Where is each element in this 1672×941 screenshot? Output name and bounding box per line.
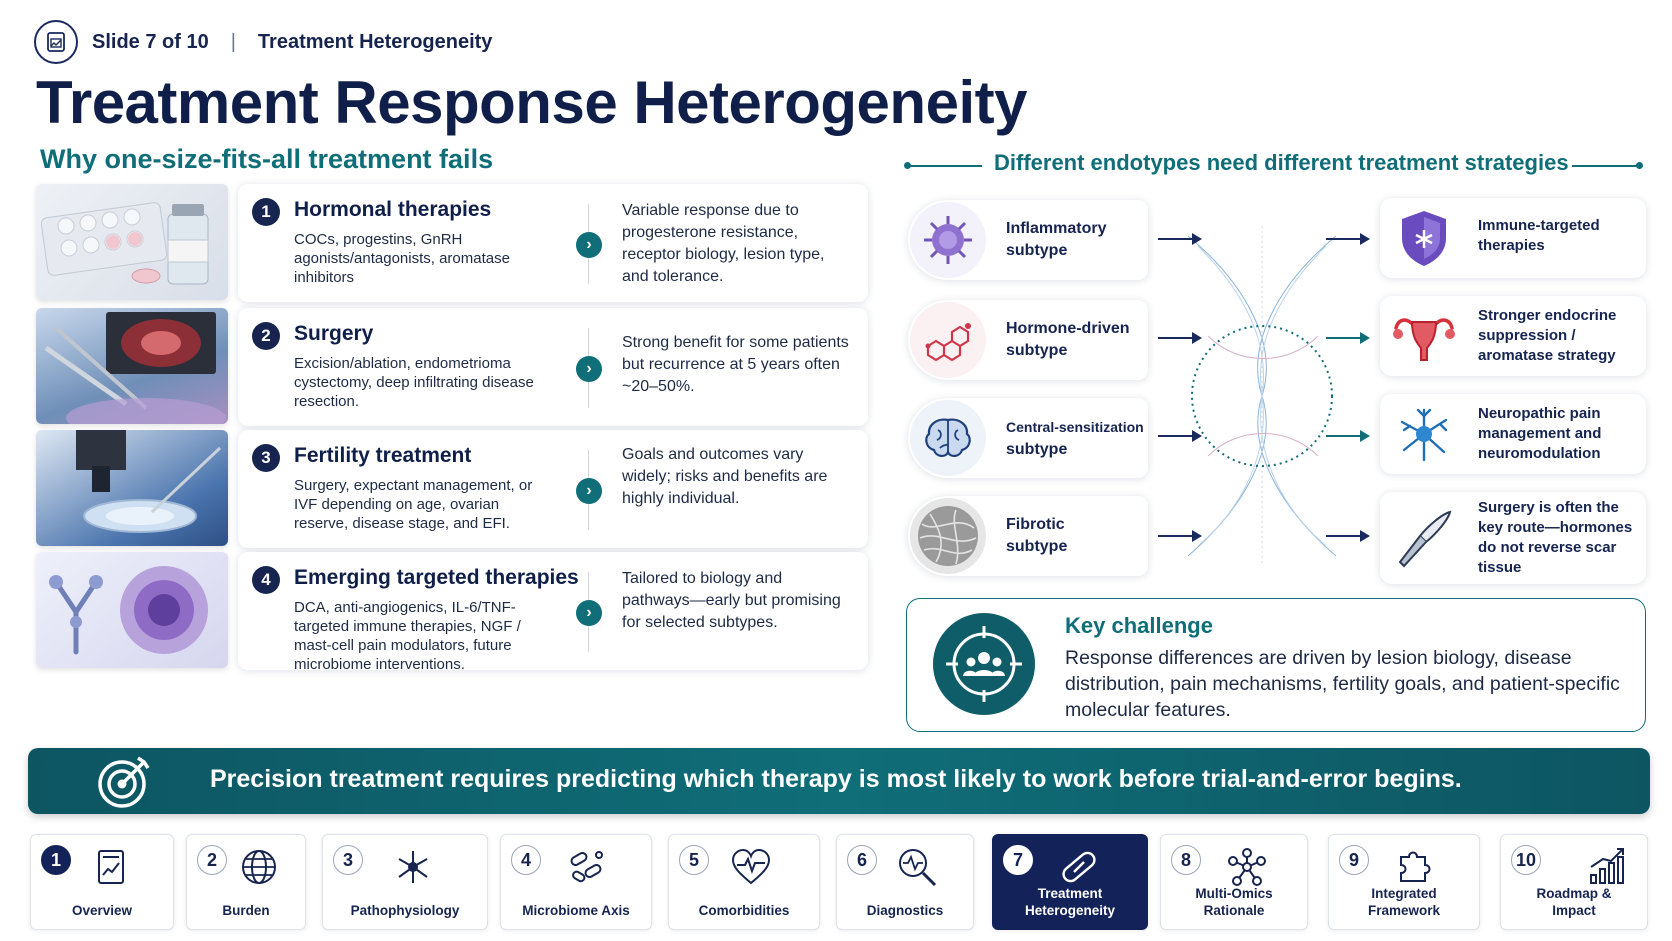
nav-label: Diagnostics <box>866 903 944 918</box>
treatment-description: Surgery, expectant management, or IVF depending on age, ovarian reserve, disease stage, and EFI. <box>294 477 533 532</box>
surgery-image <box>36 308 228 424</box>
treatment-row <box>36 184 868 304</box>
flow-arrow <box>1326 435 1368 437</box>
treatment-description: Excision/ablation, endometrioma cystectomy, deep infiltrating disease resection. <box>294 355 534 410</box>
nav-label-line1: Roadmap & <box>1536 886 1612 901</box>
nav-item-overview[interactable] <box>30 834 174 930</box>
treatment-row <box>36 308 868 428</box>
section-name: Treatment Heterogeneity <box>257 30 493 53</box>
growth-chart-icon <box>1585 845 1629 889</box>
line-dot <box>1636 162 1643 169</box>
treatment-title: Emerging targeted therapies <box>294 566 579 589</box>
shield-icon <box>1392 206 1456 270</box>
page-subtitle: Why one-size-fits-all treatment fails <box>40 144 494 174</box>
step-number: 3 <box>252 444 280 472</box>
subtype-suffix: subtype <box>1006 441 1068 458</box>
pills-vial-image <box>36 184 228 300</box>
treatment-description: DCA, anti-angiogenics, IL-6/TNF-targeted immune therapies, NGF / mast-cell pain modulators, future microbiome interventions. <box>294 599 521 673</box>
strategy-neuropathic <box>1380 394 1646 474</box>
fiber-icon <box>910 498 986 574</box>
heading-line <box>908 165 982 167</box>
nav-label: Pathophysiology <box>350 903 460 918</box>
strategy-label: Surgery is often the key route—hormones do not reverse scar tissue <box>1478 499 1633 576</box>
treatment-card <box>238 308 868 426</box>
treatment-title: Surgery <box>294 322 374 345</box>
treatment-card <box>238 552 868 673</box>
brain-icon <box>910 400 986 476</box>
treatment-title: Hormonal therapies <box>294 198 492 221</box>
uterus-icon <box>1392 304 1456 368</box>
nav-item-multi-omics[interactable] <box>1160 834 1308 930</box>
nav-label: Comorbidities <box>698 903 790 918</box>
flow-arrow <box>1158 435 1200 437</box>
neuron-icon <box>1392 402 1456 466</box>
key-challenge-text: Response differences are driven by lesion biology, disease distribution, pain mechanisms, fertility goals, and patient-specific molecular features. <box>1065 647 1620 721</box>
nav-item-integrated-framework[interactable] <box>1328 834 1480 930</box>
subtype-name: Fibrotic <box>1006 516 1065 533</box>
strategy-surgery <box>1380 492 1646 584</box>
nav-label-line1: Multi-Omics <box>1195 886 1273 901</box>
flow-arrow <box>1326 337 1368 339</box>
nav-number: 10 <box>1511 845 1541 875</box>
antibody-cell-image <box>36 552 228 668</box>
treatment-outcome: Strong benefit for some patients but recurrence at 5 years often ~20–50%. <box>622 334 849 395</box>
takeaway-text: Precision treatment requires predicting which therapy is most likely to work before trial-and-error begins. <box>210 765 1462 793</box>
strategy-endocrine <box>1380 296 1646 376</box>
nav-item-burden[interactable] <box>186 834 306 930</box>
treatment-row <box>36 552 868 672</box>
nav-number: 9 <box>1339 845 1369 875</box>
magnifier-pulse-icon <box>895 845 939 889</box>
treatment-title: Fertility treatment <box>294 444 472 467</box>
chevron-right-icon: › <box>576 232 602 258</box>
treatment-outcome: Goals and outcomes vary widely; risks and benefits are highly individual. <box>622 446 828 507</box>
nav-number: 8 <box>1171 845 1201 875</box>
chevron-right-icon: › <box>576 356 602 382</box>
report-icon <box>89 845 133 889</box>
strategy-label: Immune-targeted therapies <box>1478 217 1600 254</box>
subtype-suffix: subtype <box>1006 242 1068 259</box>
nav-number: 1 <box>41 845 71 875</box>
nav-number: 3 <box>333 845 363 875</box>
globe-icon <box>237 845 281 889</box>
subtype-name: Central-sensitization <box>1006 419 1144 435</box>
nav-label-line1: Treatment <box>1037 886 1103 901</box>
nav-number: 6 <box>847 845 877 875</box>
presentation-icon <box>34 20 78 64</box>
subtype-name: Hormone-driven <box>1006 320 1130 337</box>
scalpel-icon <box>1392 506 1456 570</box>
step-number: 2 <box>252 322 280 350</box>
flow-arrow <box>1158 238 1200 240</box>
chevron-right-icon: › <box>576 600 602 626</box>
nav-number: 5 <box>679 845 709 875</box>
header-divider: | <box>230 30 236 53</box>
network-icon <box>1225 845 1269 889</box>
nav-label-line2: Rationale <box>1203 903 1265 918</box>
treatment-card <box>238 184 868 302</box>
nav-label-line1: Integrated <box>1371 886 1437 901</box>
treatment-description: COCs, progestins, GnRH agonists/antagonists, aromatase inhibitors <box>294 231 510 286</box>
nav-number: 2 <box>197 845 227 875</box>
key-challenge-title: Key challenge <box>1065 613 1213 638</box>
nav-label: Microbiome Axis <box>522 903 630 918</box>
treatment-row <box>36 430 868 550</box>
subtype-suffix: subtype <box>1006 538 1068 555</box>
treatment-card <box>238 430 868 548</box>
flow-arrow <box>1326 238 1368 240</box>
subtype-name: Inflammatory <box>1006 220 1107 237</box>
nav-number: 7 <box>1003 845 1033 875</box>
bacteria-icon <box>565 845 609 889</box>
nav-label-line2: Heterogeneity <box>1024 903 1116 918</box>
strategy-label: Stronger endocrine suppression / aromatase strategy <box>1478 307 1617 364</box>
treatment-outcome: Tailored to biology and pathways—early but promising for selected subtypes. <box>622 570 841 631</box>
key-challenge-card <box>906 598 1646 732</box>
takeaway-banner <box>28 748 1650 814</box>
target-group-icon <box>933 613 1035 715</box>
nav-item-comorbidities[interactable] <box>668 834 820 930</box>
nav-item-roadmap[interactable] <box>1500 834 1648 930</box>
nav-item-microbiome[interactable] <box>500 834 652 930</box>
step-number: 4 <box>252 566 280 594</box>
capsule-icon <box>1057 845 1101 889</box>
molecule-icon <box>910 302 986 378</box>
subtype-hormone-driven <box>908 300 1148 380</box>
subtype-suffix: subtype <box>1006 342 1068 359</box>
cell-network-icon <box>391 845 435 889</box>
nav-number: 4 <box>511 845 541 875</box>
strategy-immune-targeted <box>1380 198 1646 278</box>
step-number: 1 <box>252 198 280 226</box>
slide-counter: Slide 7 of 10 <box>92 30 209 53</box>
target-icon <box>96 754 152 810</box>
subtype-fibrotic <box>908 496 1148 576</box>
nav-item-pathophysiology[interactable] <box>322 834 488 930</box>
nav-item-treatment-heterogeneity[interactable] <box>992 834 1148 930</box>
network-flow-graphic <box>1178 226 1346 566</box>
endotypes-title: Different endotypes need different treatment strategies <box>994 150 1569 175</box>
nav-label: Burden <box>222 903 270 918</box>
page-title: Treatment Response Heterogeneity <box>36 69 1027 136</box>
endotypes-heading <box>904 150 1644 182</box>
nav-item-diagnostics[interactable] <box>836 834 974 930</box>
flow-arrow <box>1158 337 1200 339</box>
virus-icon <box>910 202 986 278</box>
flow-arrow <box>1158 535 1200 537</box>
puzzle-icon <box>1393 845 1437 889</box>
flow-arrow <box>1326 535 1368 537</box>
nav-label: Overview <box>71 903 133 918</box>
subtype-central-sensitization <box>908 398 1148 478</box>
slide-header <box>34 20 492 64</box>
treatment-outcome: Variable response due to progesterone resistance, receptor biology, lesion type, and tolerance. <box>622 202 825 285</box>
chevron-right-icon: › <box>576 478 602 504</box>
heading-line <box>1572 165 1638 167</box>
strategy-label: Neuropathic pain management and neuromodulation <box>1478 405 1602 462</box>
nav-label-line2: Impact <box>1552 903 1596 918</box>
subtype-inflammatory <box>908 200 1148 280</box>
nav-label-line2: Framework <box>1367 903 1441 918</box>
ivf-microscope-image <box>36 430 228 546</box>
heart-pulse-icon <box>729 845 773 889</box>
